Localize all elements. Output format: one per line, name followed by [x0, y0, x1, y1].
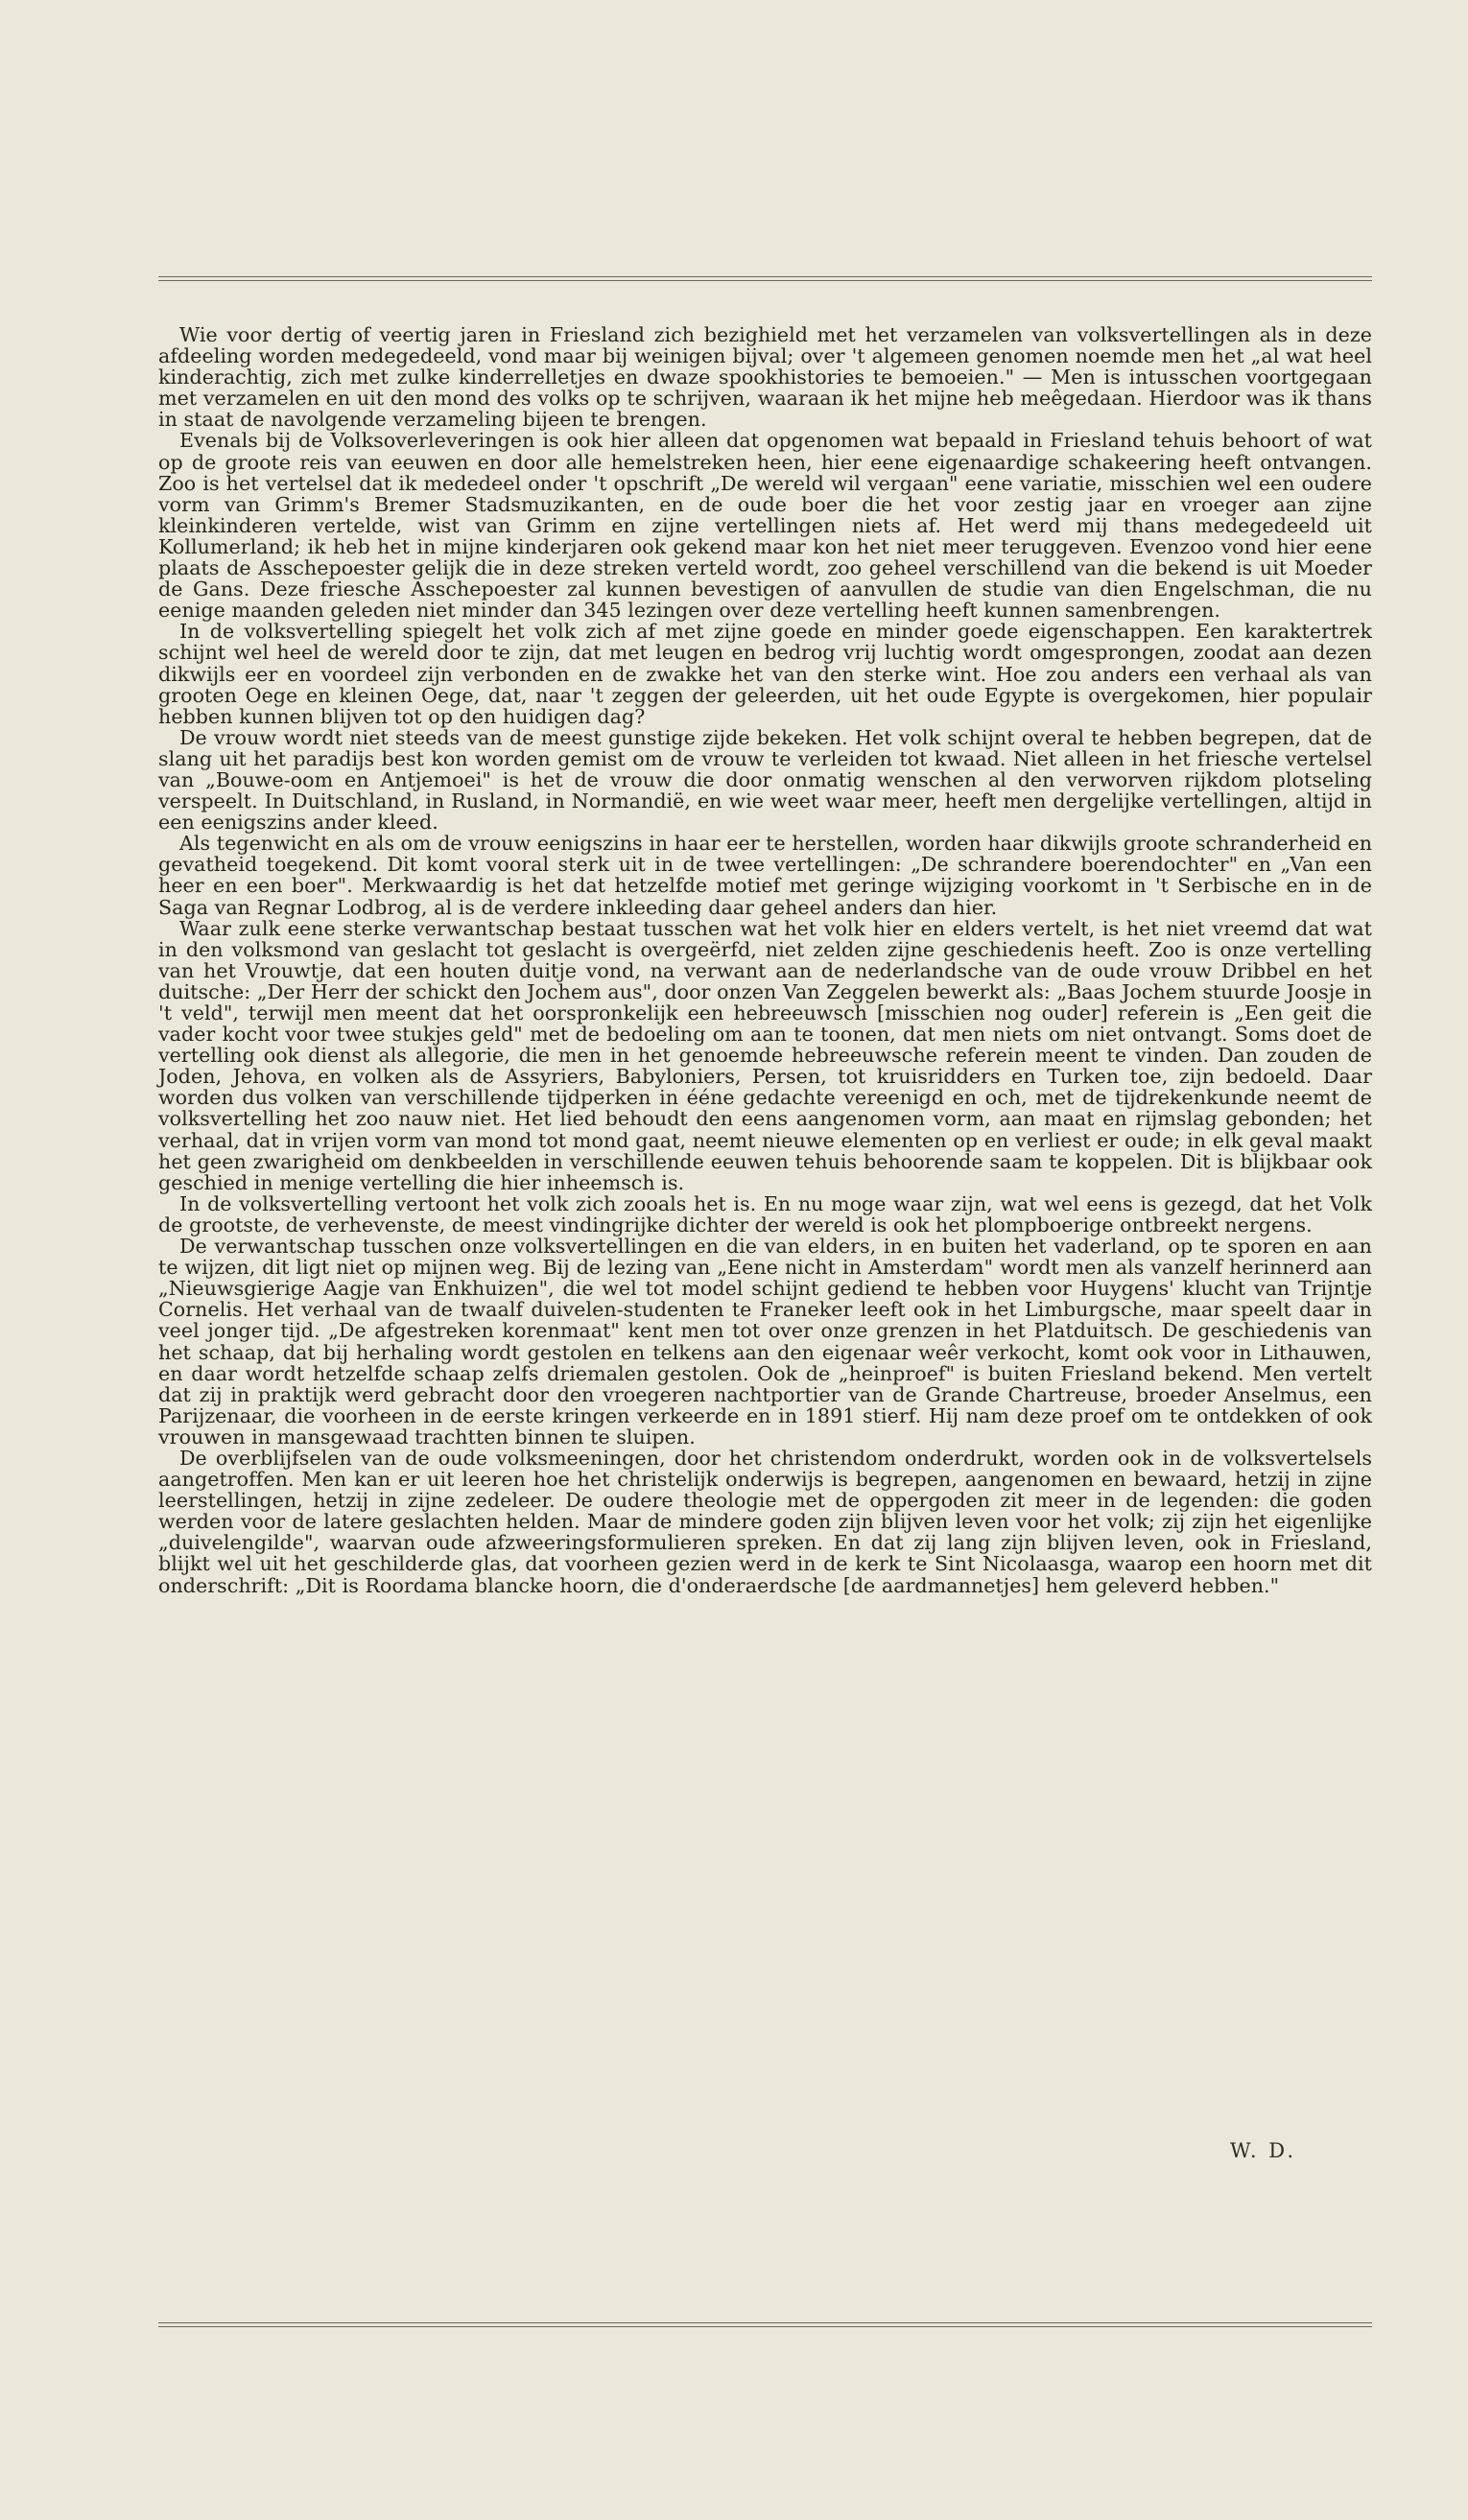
- paragraph-9: De overblijfselen van de oude volksmeeningen, door het christendom onderdrukt, worden ook in de volksvertelsels aangetroffen. Men kan er uit leeren hoe het christelijk onderwijs is begrepen, aangenomen en bewaard, hetzij in zijne leerstellingen, hetzij in zijne zedeleer. De oudere theologie met de oppergoden zit meer in de legenden: die goden werden voor de latere geslachten helden. Maar de mindere goden zijn blijven leven voor het volk; zij zijn het eigenlijke „duivelengilde", waarvan oude afzweeringsformulieren spreken. En dat zij lang zijn blijven leven, ook in Friesland, blijkt wel uit het geschilderde glas, dat voorheen gezien werd in de kerk te Sint Nicolaasga, waarop een hoorn met dit onderschrift: „Dit is Roordama blancke hoorn, die d'onderaerdsche [de aardmannetjes] hem geleverd hebben.": [158, 1446, 1372, 1597]
- paragraph-3: In de volksvertelling spiegelt het volk zich af met zijne goede en minder goede eigenschappen. Een karaktertrek schijnt wel heel de wereld door te zijn, dat met leugen en bedrog vrij luchtig wordt omgesprongen, zoodat aan dezen dikwijls eer en voordeel zijn verbonden en de zwakke het van den sterke wint. Hoe zou anders een verhaal als van grooten Oege en kleinen Oege, dat, naar 't zeggen der geleerden, uit het oude Egypte is overgekomen, hier populair hebben kunnen blijven tot op den huidigen dag?: [158, 620, 1372, 728]
- author-signature: W. D.: [1230, 2139, 1297, 2162]
- bottom-rule: [158, 2322, 1372, 2327]
- paragraph-4: De vrouw wordt niet steeds van de meest gunstige zijde bekeken. Het volk schijnt overal te hebben begrepen, dat de slang uit het paradijs best kon worden gemist om de vrouw te verleiden tot kwaad. Niet alleen in het friesche vertelsel van „Bouwe-oom en Antjemoei" is het de vrouw die door onmatig wenschen al den verworven rijkdom plotseling verspeelt. In Duitschland, in Rusland, in Normandië, en wie weet waar meer, heeft men dergelijke vertellingen, altijd in een eenigszins ander kleed.: [158, 725, 1372, 835]
- paragraph-6: Waar zulk eene sterke verwantschap bestaat tusschen wat het volk hier en elders vertelt, is het niet vreemd dat wat in den volksmond van geslacht tot geslacht is overgeërfd, niet zelden zijne geschiedenis heeft. Zoo is onze vertelling van het Vrouwtje, dat een houten duitje vond, na verwant aan de nederlandsche van de oude vrouw Dribbel en het duitsche: „Der Herr der schickt den Jochem aus", door onzen Van Zeggelen bewerkt als: „Baas Jochem stuurde Joosje in 't veld", terwijl men meent dat het oorspronkelijk een hebreeuwsch [misschien nog ouder] referein is „Een geit die vader kocht voor twee stukjes geld" met de bedoeling om aan te toonen, dat men niets om niet ontvangt. Soms doet de vertelling ook dienst als allegorie, die men in het genoemde hebreeuwsche referein meent te vinden. Dan zouden de Joden, Jehova, en volken als de Assyriers, Babyloniers, Persen, tot kruisridders en Turken toe, zijn bedoeld. Daar worden dus volken van verschillende tijdperken in ééne gedachte vereenigd en och, met de tijdrekenkunde neemt de volksvertelling het zoo nauw niet. Het lied behoudt den eens aangenomen vorm, aan maat en rijmslag gebonden; het verhaal, dat in vrijen vorm van mond tot mond gaat, neemt nieuwe elementen op en verliest er oude; in elk geval maakt het geen zwarigheid om denkbeelden in verschillende eeuwen tehuis behoorende saam te koppelen. Dit is blijkbaar ook geschied in menige vertelling die hier inheemsch is.: [158, 916, 1372, 1194]
- article-body: [158, 324, 1372, 1596]
- top-rule: [158, 276, 1372, 281]
- paragraph-5: Als tegenwicht en als om de vrouw eenigszins in haar eer te herstellen, worden haar dikwijls groote schranderheid en gevatheid toegekend. Dit komt vooral sterk uit in de twee vertellingen: „De schrandere boerendochter" en „Van een heer en een boer". Merkwaardig is het dat hetzelfde motief met geringe wijziging voorkomt in 't Serbische en in de Saga van Regnar Lodbrog, al is de verdere inkleeding daar geheel anders dan hier.: [158, 832, 1373, 919]
- paragraph-8: De verwantschap tusschen onze volksvertellingen en die van elders, in en buiten het vaderland, op te sporen en aan te wijzen, dit ligt niet op mijnen weg. Bij de lezing van „Eene nicht in Amsterdam" wordt men als vanzelf herinnerd aan „Nieuwsgierige Aagje van Enkhuizen", die wel tot model schijnt gediend te hebben voor Huygens' klucht van Trijntje Cornelis. Het verhaal van de twaalf duivelen-studenten te Franeker leeft ook in het Limburgsche, maar speelt daar in veel jonger tijd. „De afgestreken korenmaat" kent men tot over onze grenzen in het Platduitsch. De geschiedenis van het schaap, dat bij herhaling wordt gestolen en telkens aan den eigenaar weêr verkocht, komt ook voor in Lithauwen, en daar wordt hetzelfde schaap zelfs driemalen gestolen. Ook de „heinproef" is buiten Friesland bekend. Men vertelt dat zij in praktijk werd gebracht door den vroegeren nachtportier van de Grande Chartreuse, broeder Anselmus, een Parijzenaar, die voorheen in de eerste kringen verkeerde en in 1891 stierf. Hij nam deze proef om te ontdekken of ook vrouwen in mansgewaad trachtten binnen te sluipen.: [158, 1235, 1372, 1448]
- paragraph-1: Wie voor dertig of veertig jaren in Friesland zich bezighield met het verzamelen van volksvertellingen als in deze afdeeling worden medegedeeld, vond maar bij weinigen bijval; over 't algemeen genomen noemde men het „al wat heel kinderachtig, zich met zulke kinderrelletjes en dwaze spookhistories te bemoeien." — Men is intusschen voortgegaan met verzamelen en uit den mond des volks op te schrijven, waaraan ik het mijne heb meêgedaan. Hierdoor was ik thans in staat de navolgende verzameling bijeen te brengen.: [158, 323, 1372, 432]
- paragraph-7: In de volksvertelling vertoont het volk zich zooals het is. En nu moge waar zijn, wat wel eens is gezegd, dat het Volk de grootste, de verhevenste, de meest vindingrijke dichter der wereld is ook het plompboerige ontbreekt nergens.: [158, 1191, 1372, 1236]
- paragraph-2: Evenals bij de Volksoverleveringen is ook hier alleen dat opgenomen wat bepaald in Friesland tehuis behoort of wat op de groote reis van eeuwen en door alle hemelstreken heen, hier eene eigenaardige schakeering heeft ontvangen. Zoo is het vertelsel dat ik mededeel onder 't opschrift „De wereld wil vergaan" eene variatie, misschien wel een oudere vorm van Grimm's Bremer Stadsmuzikanten, en de oude boer die het voor zestig jaar en vroeger aan zijne kleinkinderen vertelde, wist van Grimm en zijne vertellingen niets af. Het werd mij thans medegedeeld uit Kollumerland; ik heb het in mijne kinderjaren ook gekend maar kon het niet meer teruggeven. Evenzoo vond hier eene plaats de Asschepoester gelijk die in deze streken verteld wordt, zoo geheel verschillend van die bekend is uit Moeder de Gans. Deze friesche Asschepoester zal kunnen bevestigen of aanvullen de studie van dien Engelschman, die nu eenige maanden geleden niet minder dan 345 lezingen over deze vertelling heeft kunnen samenbrengen.: [158, 429, 1372, 623]
